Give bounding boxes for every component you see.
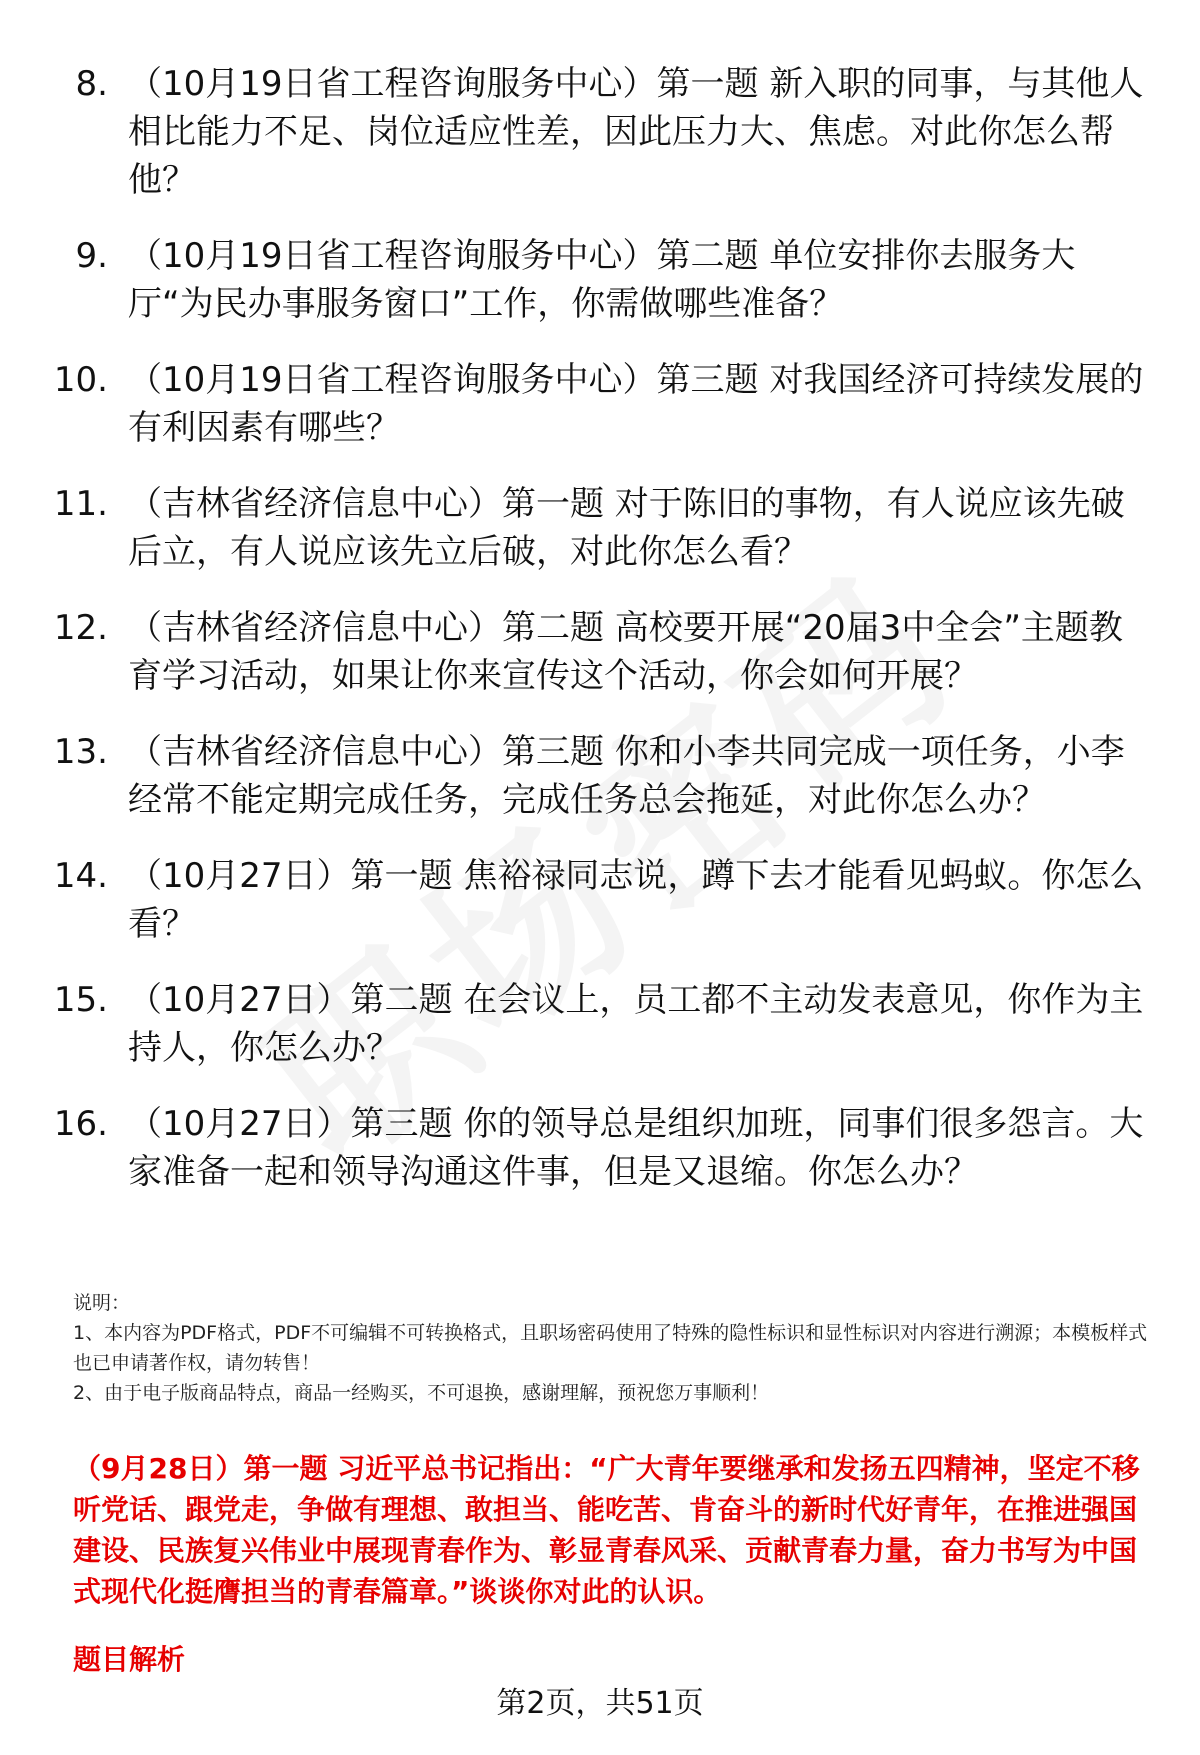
question-text: （吉林省经济信息中心）第一题 对于陈旧的事物，有人说应该先破后立，有人说应该先立后破，对此你怎么看？ xyxy=(128,484,1125,572)
question-number: 12. xyxy=(53,608,108,648)
question-text: （10月27日）第一题 焦裕禄同志说，蹲下去才能看见蚂蚁。你怎么看？ xyxy=(128,856,1144,944)
question-item-14 xyxy=(0,852,1200,948)
question-item-15 xyxy=(0,976,1200,1072)
question-number: 9. xyxy=(75,236,108,276)
question-item-11 xyxy=(0,480,1200,576)
question-number: 13. xyxy=(53,732,108,772)
question-number: 10. xyxy=(53,360,108,400)
highlighted-question: （9月28日）第一题 习近平总书记指出：“广大青年要继承和发扬五四精神，坚定不移听党话、跟党走，争做有理想、敢担当、能吃苦、肯奋斗的新时代好青年，在推进强国建设、民族复兴伟业中展现青春作为、彰显青春风采、贡献青春力量，奋力书写为中国式现代化挺膺担当的青春篇章。”谈谈你对此的认识。 xyxy=(73,1452,1140,1608)
question-number: 16. xyxy=(53,1104,108,1144)
question-text: （10月19日省工程咨询服务中心）第一题 新入职的同事，与其他人相比能力不足、岗位适应性差，因此压力大、焦虑。对此你怎么帮他？ xyxy=(128,64,1144,200)
question-text: （吉林省经济信息中心）第二题 高校要开展“20届3中全会”主题教育学习活动，如果让你来宣传这个活动，你会如何开展？ xyxy=(128,608,1123,696)
question-text: （10月27日）第二题 在会议上，员工都不主动发表意见，你作为主持人，你怎么办？ xyxy=(128,980,1144,1068)
question-item-9 xyxy=(0,232,1200,328)
question-text: （10月19日省工程咨询服务中心）第三题 对我国经济可持续发展的有利因素有哪些？ xyxy=(128,360,1144,448)
question-item-12 xyxy=(0,604,1200,700)
question-text: （吉林省经济信息中心）第三题 你和小李共同完成一项任务，小李经常不能定期完成任务，完成任务总会拖延，对此你怎么办？ xyxy=(128,732,1125,820)
question-number: 15. xyxy=(53,980,108,1020)
page-number: 第2页，共51页 xyxy=(496,1686,704,1721)
notes-heading: 说明： xyxy=(73,1292,131,1314)
question-item-8 xyxy=(0,60,1200,204)
notes-section xyxy=(73,1288,1163,1408)
question-item-16 xyxy=(0,1100,1200,1196)
question-number: 14. xyxy=(53,856,108,896)
question-text: （10月27日）第三题 你的领导总是组织加班，同事们很多怨言。大家准备一起和领导沟通这件事，但是又退缩。你怎么办？ xyxy=(128,1104,1144,1192)
question-text: （10月19日省工程咨询服务中心）第二题 单位安排你去服务大厅“为民办事服务窗口”工作，你需做哪些准备？ xyxy=(128,236,1076,324)
question-number: 11. xyxy=(53,484,108,524)
question-number: 8. xyxy=(75,64,108,104)
question-list xyxy=(0,60,1200,1224)
notes-line-2: 2、由于电子版商品特点，商品一经购买，不可退换，感谢理解，预祝您万事顺利！ xyxy=(73,1382,770,1404)
analysis-heading: 题目解析 xyxy=(73,1643,186,1676)
question-item-10 xyxy=(0,356,1200,452)
notes-line-1: 1、本内容为PDF格式，PDF不可编辑不可转换格式，且职场密码使用了特殊的隐性标识和显性标识对内容进行溯源；本模板样式也已申请著作权，请勿转售！ xyxy=(73,1322,1148,1374)
question-item-13 xyxy=(0,728,1200,824)
